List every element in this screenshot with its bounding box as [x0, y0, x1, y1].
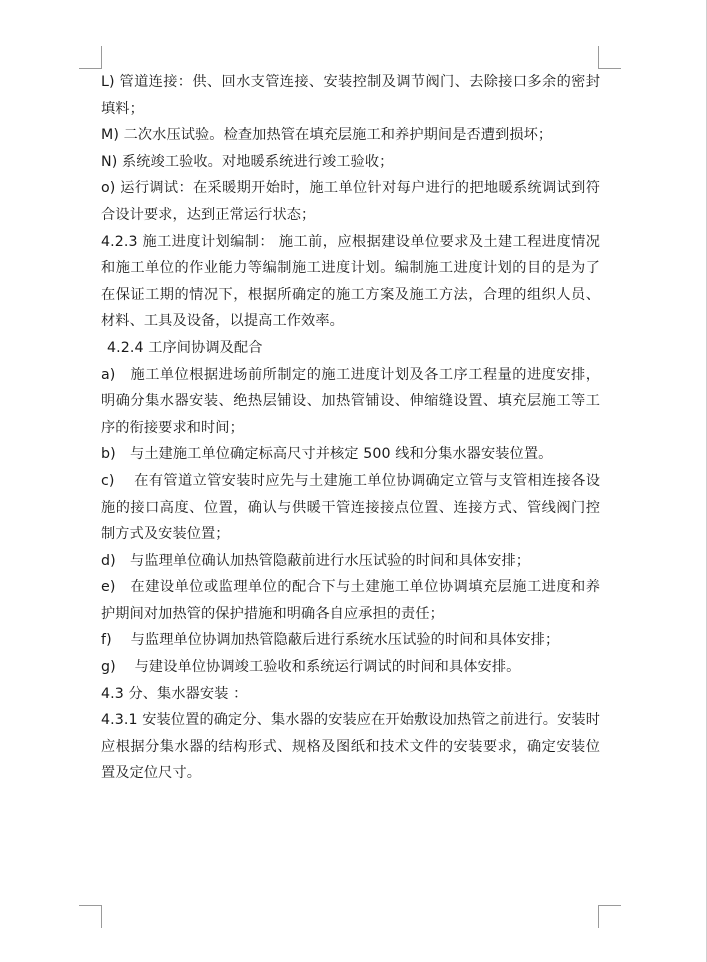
section-heading-coordination: 4.2.4 工序间协调及配合 [107, 339, 263, 356]
crop-mark-bottom-left [79, 905, 102, 928]
paragraph-item-b: b) 与土建施工单位确定标高尺寸并核定 500 线和分集水器安装位置。 [101, 446, 553, 463]
paragraph-acceptance: N) 系统竣工验收。对地暖系统进行竣工验收； [101, 153, 394, 170]
paragraph-item-g: g) 与建设单位协调竣工验收和系统运行调试的时间和具体安排。 [101, 659, 521, 676]
paragraph-item-f: f) 与监理单位协调加热管隐蔽后进行系统水压试验的时间和具体安排； [101, 632, 560, 649]
crop-mark-top-left [79, 46, 102, 69]
paragraph-second-pressure-test: M) 二次水压试验。检查加热管在填充层施工和养护期间是否遭到损坏； [101, 127, 553, 144]
paragraph-schedule-planning: 4.2.3 施工进度计划编制： 施工前，应根据建设单位要求及土建工程进度情况和施工单位的作业能力等编制施工进度计划。编制施工进度计划的目的是为了在保证工期的情况下，根据所确定的施工方案及施工方法，合理的组织人员、材料、工具及设备，以提高工作效率。 [101, 233, 600, 330]
paragraph-item-d: d) 与监理单位确认加热管隐蔽前进行水压试验的时间和具体安排； [101, 552, 531, 569]
section-heading-manifold: 4.3 分、集水器安装 ： [101, 685, 248, 702]
paragraph-item-a: a) 施工单位根据进场前所制定的施工进度计划及各工序工程量的进度安排，明确分集水器安装、绝热层铺设、加热管铺设、伸缩缝设置、填充层施工等工序的衔接要求和时间； [101, 366, 600, 436]
crop-mark-bottom-right [598, 905, 621, 928]
paragraph-item-c: c) 在有管道立管安装时应先与土建施工单位协调确定立管与支管相连接各设施的接口高度、位置，确认与供暖干管连接接点位置、连接方式、管线阀门控制方式及安装位置； [101, 472, 600, 543]
paragraph-commissioning: o) 运行调试：在采暖期开始时，施工单位针对每户进行的把地暖系统调试到符合设计要求，达到正常运行状态； [101, 180, 600, 223]
paragraph-pipe-connection: L) 管道连接：供、回水支管连接、安装控制及调节阀门、去除接口多余的密封填料； [101, 74, 600, 117]
document-body [101, 69, 600, 787]
crop-mark-top-right [598, 46, 621, 69]
paragraph-item-e: e) 在建设单位或监理单位的配合下与土建施工单位协调填充层施工进度和养护期间对加热管的保护措施和明确各自应承担的责任； [101, 579, 600, 622]
paragraph-manifold-position: 4.3.1 安装位置的确定分、集水器的安装应在开始敷设加热管之前进行。安装时应根据分集水器的结构形式、规格及图纸和技术文件的安装要求，确定安装位置及定位尺寸。 [101, 712, 600, 782]
